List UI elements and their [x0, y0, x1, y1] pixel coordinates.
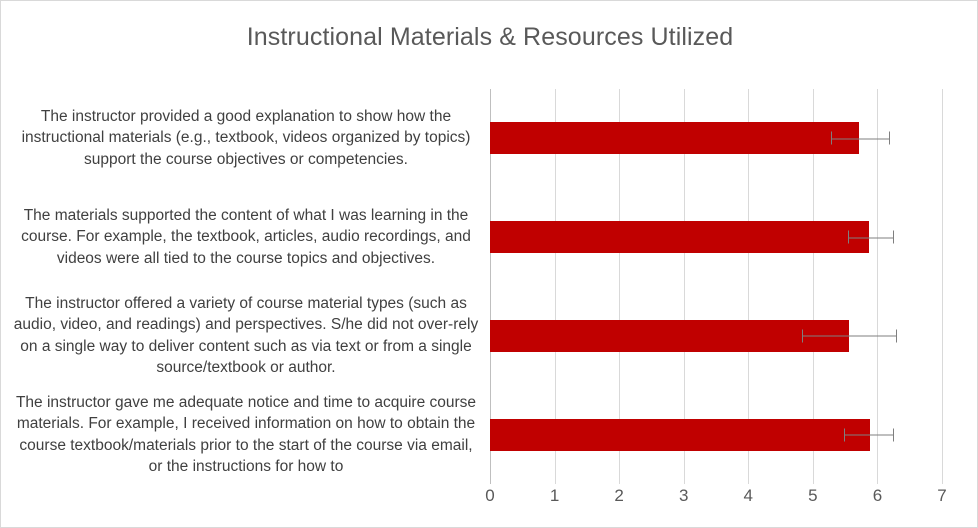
x-axis-tick-labels	[485, 484, 947, 514]
bar-series	[490, 89, 942, 484]
bar-slot	[490, 89, 942, 188]
error-bar	[802, 329, 897, 342]
error-bar-line	[844, 435, 894, 436]
error-bar-cap-high	[889, 132, 890, 145]
error-bar-cap-low	[844, 428, 845, 441]
error-bar-cap-high	[896, 329, 897, 342]
error-bar-cap-high	[893, 231, 894, 244]
error-bar	[831, 132, 890, 145]
bar-slot	[490, 188, 942, 287]
x-tick-label: 1	[549, 486, 560, 505]
error-bar-cap-low	[831, 132, 832, 145]
category-label: The instructor provided a good explanation to show how the instructional materials (e.g., textbook, videos organized by topics) support the course objectives or competencies.	[21, 107, 471, 168]
x-tick-label: 6	[872, 486, 883, 505]
error-bar	[844, 428, 894, 441]
bar-slot	[490, 287, 942, 386]
error-bar-line	[831, 138, 890, 139]
x-tick-label: 3	[678, 486, 689, 505]
bar[interactable]	[490, 122, 859, 154]
x-tick-label: 0	[485, 486, 495, 505]
bar[interactable]	[490, 419, 870, 451]
error-bar-cap-low	[802, 329, 803, 342]
x-tick-label: 5	[808, 486, 818, 505]
bar[interactable]	[490, 320, 849, 352]
chart-title: Instructional Materials & Resources Utilized	[246, 23, 734, 51]
error-bar-cap-low	[848, 231, 849, 244]
category-label: The materials supported the content of what I was learning in the course. For example, the textbook, articles, audio recordings, and videos were all tied to the course topics and objectives.	[21, 206, 471, 267]
error-bar-cap-high	[893, 428, 894, 441]
error-bar	[848, 231, 893, 244]
x-tick-label: 7	[937, 486, 947, 505]
error-bar-line	[802, 336, 897, 337]
error-bar-line	[848, 237, 893, 238]
gridline	[942, 89, 943, 484]
category-axis-labels	[9, 89, 485, 484]
x-tick-label: 2	[614, 486, 624, 505]
plot-area	[490, 89, 942, 484]
bar-slot	[490, 385, 942, 484]
category-label: The instructor gave me adequate notice and time to acquire course materials. For example, I received information on how to obtain the course textbook/materials prior to the start of the course via email, or the instructions for how to	[15, 393, 477, 476]
bar[interactable]	[490, 221, 869, 253]
category-label: The instructor offered a variety of course material types (such as audio, video, and readings) and perspectives. S/he did not over-rely on a single way to deliver content such as via text or from a single source/textbook or author.	[13, 294, 479, 377]
x-tick-label: 4	[743, 486, 754, 505]
